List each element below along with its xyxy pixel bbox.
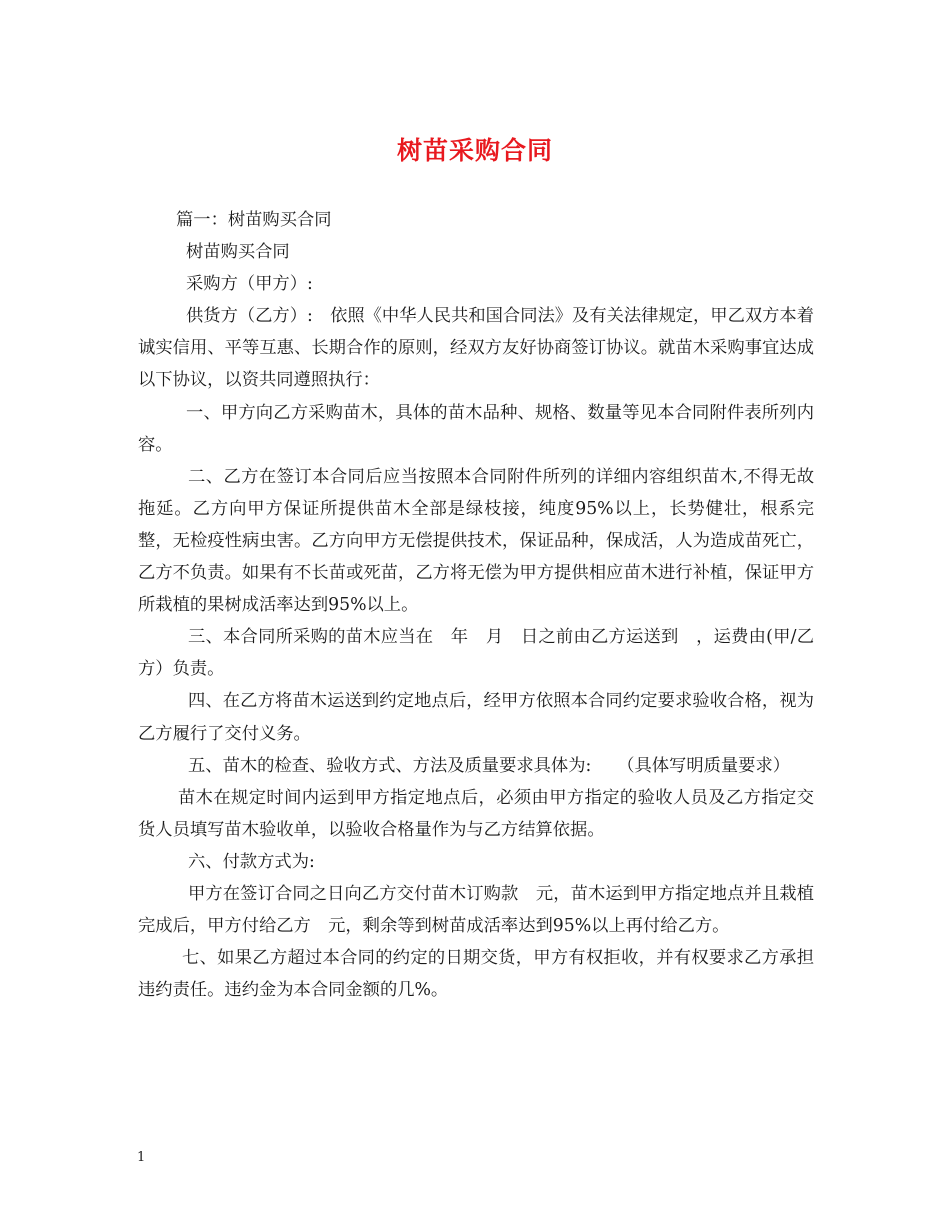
document-body: [138, 204, 814, 1006]
clause-5-detail: 苗木在规定时间内运到甲方指定地点后，必须由甲方指定的验收人员及乙方指定交货人员填写苗木验收单，以验收合格量作为与乙方结算依据。: [138, 787, 814, 840]
clause-6: 六、付款方式为:: [188, 851, 315, 872]
page-number: 1: [137, 1150, 146, 1165]
clause-2: 二、乙方在签订本合同后应当按照本合同附件所列的详细内容组织苗木,不得无故拖延。乙方向甲方保证所提供苗木全部是绿枝接，纯度95%以上，长势健壮，根系完整，无检疫性病虫害。乙方向甲方无偿提供技术，保证品种，保成活，人为造成苗死亡，乙方不负责。如果有不长苗或死苗，乙方将无偿为甲方提供相应苗木进行补植，保证甲方所栽植的果树成活率达到95%以上。: [138, 466, 814, 616]
clause-6-detail: 甲方在签订合同之日向乙方交付苗木订购款 元，苗木运到甲方指定地点并且栽植完成后，甲方付给乙方 元，剩余等到树苗成活率达到95%以上再付给乙方。: [138, 883, 814, 937]
contract-name: 树苗购买合同: [186, 242, 290, 263]
document-title: 树苗采购合同: [396, 136, 553, 165]
clause-1: 一、甲方向乙方采购苗木，具体的苗木品种、规格、数量等见本合同附件表所列内容。: [138, 402, 814, 455]
section-heading: 篇一：树苗购买合同: [176, 210, 332, 230]
preamble-paragraph: 供货方（乙方）: 依照《中华人民共和国合同法》及有关法律规定，甲乙双方本着诚实信用、平等互惠、长期合作的原则，经双方友好协商签订协议。就苗木采购事宜达成以下协议，以资共同遵照执行：: [138, 306, 814, 391]
buyer-line: 采购方（甲方）:: [186, 274, 313, 295]
clause-7: 七、如果乙方超过本合同的约定的日期交货，甲方有权拒收，并有权要求乙方承担违约责任。违约金为本合同金额的几%。: [138, 948, 814, 1001]
clause-5: 五、苗木的检查、验收方式、方法及质量要求具体为: （具体写明质量要求）: [188, 755, 791, 776]
clause-4: 四、在乙方将苗木运送到约定地点后，经甲方依照本合同约定要求验收合格，视为乙方履行了交付义务。: [138, 691, 814, 744]
clause-3: 三、本合同所采购的苗木应当在 年 月 日之前由乙方运送到 ，运费由(甲/乙方）负责。: [138, 627, 814, 680]
